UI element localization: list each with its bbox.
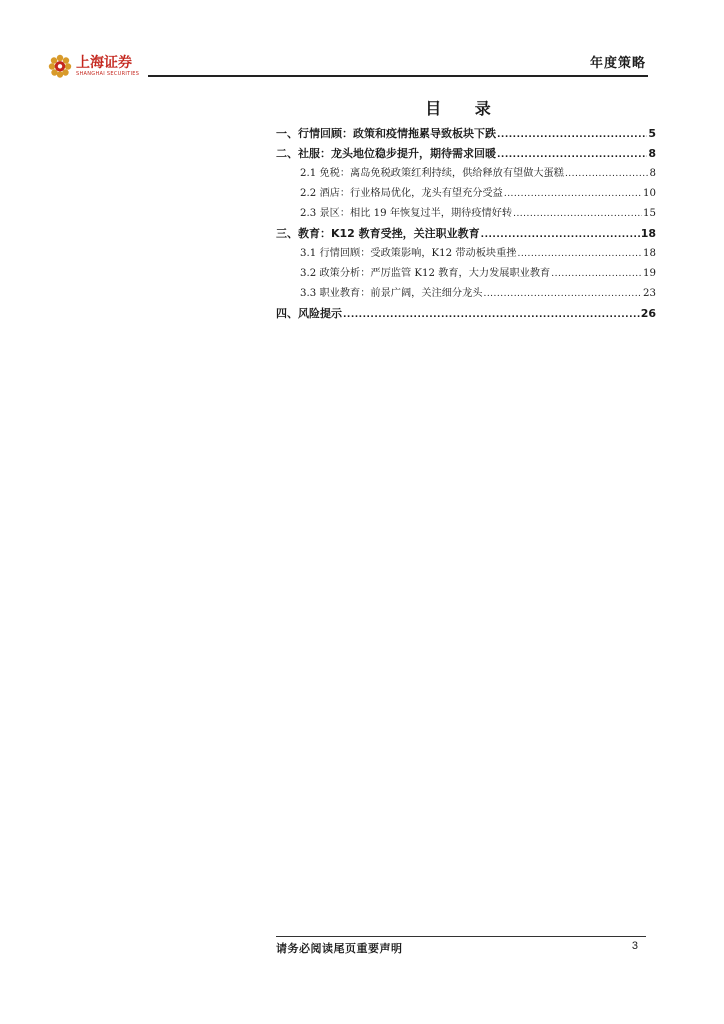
toc-entry-text: 3.3 职业教育：前景广阔，关注细分龙头 — [300, 288, 483, 299]
toc-entry-text: 一、行情回顾：政策和疫情拖累导致板块下跌 — [276, 127, 496, 140]
dot-leader — [497, 125, 647, 145]
toc-page-number: 8 — [649, 168, 656, 179]
logo-wordmark: 上海证券 — [76, 54, 132, 71]
toc-entry-2-1[interactable] — [300, 164, 656, 184]
dot-leader — [517, 244, 642, 264]
toc-entry-text: 二、社服：龙头地位稳步提升，期待需求回暖 — [276, 147, 496, 160]
toc-entry-text: 四、风险提示 — [276, 307, 342, 320]
dot-leader — [343, 305, 640, 325]
dot-leader — [513, 204, 642, 224]
toc-entry-2-2[interactable] — [300, 184, 656, 204]
toc-entry-text: 2.2 酒店：行业格局优化，龙头有望充分受益 — [300, 188, 503, 199]
toc-entry-section-4[interactable] — [276, 304, 656, 324]
brand-logo — [48, 54, 139, 78]
toc-entry-3-2[interactable] — [300, 264, 656, 284]
dot-leader — [497, 145, 647, 165]
toc-page-number: 10 — [643, 188, 656, 199]
logo-icon — [48, 54, 72, 78]
toc-entry-section-3[interactable] — [276, 224, 656, 244]
toc-entry-text: 2.3 景区：相比 19 年恢复过半，期待疫情好转 — [300, 208, 513, 219]
dot-leader — [551, 264, 642, 284]
toc-page-number: 8 — [648, 147, 656, 160]
logo-english: SHANGHAI SECURITIES — [76, 70, 140, 77]
toc-page-number: 5 — [648, 127, 656, 140]
toc-entry-section-2[interactable] — [276, 144, 656, 164]
dot-leader — [481, 225, 640, 245]
page-header — [48, 50, 648, 82]
toc-page-number: 26 — [640, 307, 656, 320]
toc-page-number: 18 — [640, 227, 656, 240]
footer-disclaimer: 请务必阅读尾页重要声明 — [276, 942, 403, 955]
toc-page-number: 19 — [643, 268, 656, 279]
toc-page-number: 18 — [643, 248, 656, 259]
toc-entry-text: 3.1 行情回顾：受政策影响，K12 带动板块重挫 — [300, 248, 517, 259]
toc-page-number: 15 — [643, 208, 656, 219]
header-divider — [148, 75, 648, 77]
toc-entry-section-1[interactable] — [276, 124, 656, 144]
toc-page-number: 23 — [643, 288, 656, 299]
dot-leader — [483, 284, 642, 304]
toc-entry-text: 2.1 免税：离岛免税政策红利持续，供给释放有望做大蛋糕 — [300, 168, 564, 179]
page-number: 3 — [631, 940, 638, 952]
document-type: 年度策略 — [589, 56, 646, 71]
toc-entry-text: 3.2 政策分析：严厉监管 K12 教育，大力发展职业教育 — [300, 268, 551, 279]
toc-title: 目 录 — [425, 99, 505, 118]
dot-leader — [565, 164, 649, 184]
toc-entry-2-3[interactable] — [300, 204, 656, 224]
toc-entry-text: 三、教育：K12 教育受挫，关注职业教育 — [276, 227, 480, 240]
footer-divider — [276, 936, 646, 937]
toc-entry-3-3[interactable] — [300, 284, 656, 304]
dot-leader — [504, 184, 642, 204]
toc-entry-3-1[interactable] — [300, 244, 656, 264]
